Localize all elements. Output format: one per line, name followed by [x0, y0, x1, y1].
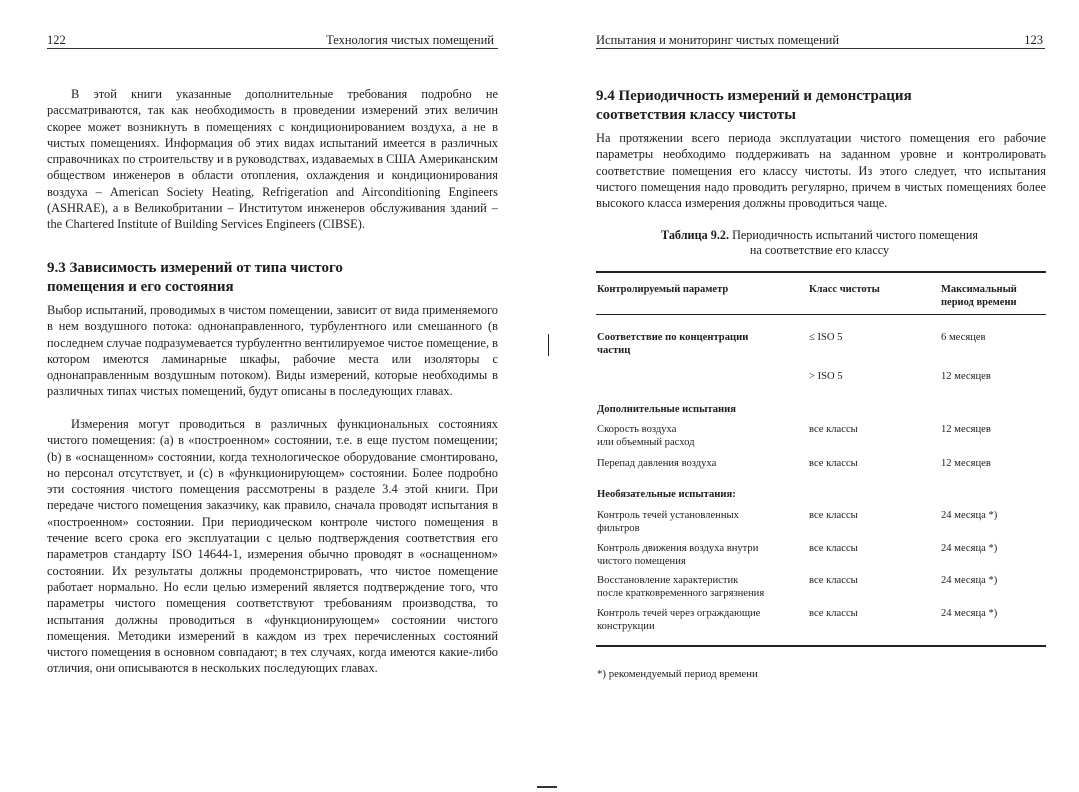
- row-pressure-period: 12 месяцев: [941, 458, 991, 469]
- row-airflow-line1: Контроль движения воздуха внутри: [597, 543, 759, 554]
- table-footnote: *) рекомендуемый период времени: [597, 668, 758, 680]
- row-compliance-label: [597, 332, 748, 357]
- left-page-number: 122: [47, 33, 66, 47]
- row-leaks-class: все классы: [809, 608, 858, 619]
- row-air-speed-class: все классы: [809, 424, 858, 435]
- section-optional-tests: Необязательные испытания:: [597, 489, 736, 500]
- header-class: Класс чистоты: [809, 284, 880, 295]
- table-caption-line1: [596, 228, 1043, 243]
- paragraph-operational-states: Измерения могут проводиться в различных функциональных состояниях чистого помещения: (a) в «построенном» состоянии, т.е. в еще пустом помещении; (b) в «оснащенном» состоянии, когда технологическое оборудование смонтировано, но персонал отсутствует, и (c) в «функционирующем» состоянии. Более подробно эти состояния чистого помещения рассмотрены в разделе 3.4 этой книги. При передаче чистого помещения заказчику, как правило, сначала проводят испытания в «построенном» состоянии. При периодическом контроле чистого помещения в течение всего срока его эксплуатации с целью подтверждения соответствия его параметров стандарту ISO 14644-1, измерения обычно проводят в «оснащенном» состоянии. Их результаты должны продемонстрировать, что чистое помещение работает нормально. Но если целью измерений является подтверждение того, что параметры чистого помещения соответствуют требованиям производства, то испытания должны проводиться в «функционирующем» состоянии чистого помещения. Методики измерений в каждом из трех перечисленных состояний чистого помещения в основном совпадают; в тех случаях, когда имеются какие-либо отличия, они описываются в нескольких последующих главах.: [47, 417, 498, 676]
- section-heading-9-3-line2: помещения и его состояния: [47, 279, 234, 295]
- row-airflow-class: все классы: [809, 543, 858, 554]
- row-pressure-label: Перепад давления воздуха: [597, 458, 717, 469]
- row-compliance-class-2: > ISO 5: [809, 371, 843, 382]
- row-compliance-period-1: 6 месяцев: [941, 332, 986, 343]
- section-heading-9-4-line1: 9.4 Периодичность измерений и демонстрация: [596, 88, 912, 104]
- row-recovery-class: все классы: [809, 575, 858, 586]
- row-recovery-line2: после кратковременного загрязнения: [597, 587, 765, 599]
- gutter-mark: [548, 334, 549, 356]
- table-header-rule: [596, 314, 1046, 315]
- row-air-speed-line1: Скорость воздуха: [597, 424, 677, 435]
- table-caption: [596, 228, 1043, 258]
- row-airflow-period: 24 месяца *): [941, 543, 998, 554]
- section-heading-9-3-line1: 9.3 Зависимость измерений от типа чистого: [47, 260, 343, 276]
- row-filters-label: [597, 510, 739, 535]
- row-recovery-line1: Восстановление характеристик: [597, 575, 739, 586]
- row-air-speed-label: [597, 424, 695, 449]
- section-heading-9-4-line2: соответствия классу чистоты: [596, 107, 797, 123]
- row-leaks-line2: конструкции: [597, 620, 655, 632]
- row-air-speed-period: 12 месяцев: [941, 424, 991, 435]
- table-top-rule: [596, 271, 1046, 273]
- row-air-speed-line2: или объемный расход: [597, 436, 695, 448]
- right-page-number: 123: [1024, 33, 1043, 47]
- row-compliance-period-2: 12 месяцев: [941, 371, 991, 382]
- section-heading-9-3: [47, 259, 498, 297]
- left-header-rule: [47, 48, 498, 49]
- intro-paragraph: В этой книги указанные дополнительные требования подробно не рассматриваются, так как необходимость в проведении измерений этих величин скорее может возникнуть в помещениях с кондиционированием воздуха, а не в чистых помещениях. Информация об этих видах испытаний имеется в различных справочниках по строительству и в руководствах, издаваемых в США Американским обществом инженеров в области отопления, охлаждения и кондиционирования воздуха – American Society Heating, Refrigeration and Airconditioning Engineers (ASHRAE), а в Великобритании – Институтом инженеров обслуживания зданий – the Chartered Institute of Building Services Engineers (CIBSE).: [47, 87, 498, 232]
- right-header-rule: [596, 48, 1045, 49]
- section-heading-9-4: [596, 87, 1046, 125]
- bottom-mark: [537, 786, 557, 788]
- header-param: Контролируемый параметр: [597, 284, 729, 295]
- table-caption-line2: на соответствие его классу: [749, 243, 890, 257]
- row-leaks-period: 24 месяца *): [941, 608, 998, 619]
- row-airflow-label: [597, 543, 758, 568]
- right-running-head: Испытания и мониторинг чистых помещений: [596, 33, 840, 47]
- table-caption-label: Таблица 9.2.: [661, 228, 730, 242]
- section-extra-tests: Дополнительные испытания: [597, 404, 736, 415]
- row-recovery-label: [597, 575, 764, 600]
- row-filters-line2: фильтров: [597, 522, 640, 534]
- paragraph-test-selection: Выбор испытаний, проводимых в чистом помещении, зависит от вида применяемого в нем воздушного потока: однонаправленного, турбулентного или смешанного (в последнем случае подразумевается турбулентно вентилируемое чистое помещение, в котором имеются ламинарные шкафы, рабочие места или изоляторы с однонаправленным воздушным потоком). Виды измерений, которые необходимы в различных типах чистых помещений, будут описаны в последующих главах.: [47, 303, 498, 399]
- row-compliance-label-line1: Соответствие по концентрации: [597, 332, 749, 343]
- header-period-line1: Максимальный: [941, 284, 1017, 295]
- table-caption-text: Периодичность испытаний чистого помещения: [732, 228, 978, 242]
- row-airflow-line2: чистого помещения: [597, 555, 686, 567]
- header-period-line2: период времени: [941, 297, 1017, 308]
- row-leaks-label: [597, 608, 760, 633]
- row-compliance-class-1: ≤ ISO 5: [809, 332, 843, 343]
- row-filters-line1: Контроль течей установленных: [597, 510, 739, 521]
- row-filters-class: все классы: [809, 510, 858, 521]
- header-period: [941, 283, 1017, 309]
- row-recovery-period: 24 месяца *): [941, 575, 998, 586]
- row-pressure-class: все классы: [809, 458, 858, 469]
- paragraph-periodicity: На протяжении всего периода эксплуатации чистого помещения его рабочие параметры необходимо поддерживать на заданном уровне и контролировать соответствие помещения его классу чистоты. Из этого следует, что испытания чистого помещения надо проводить регулярно, причем в чистых помещениях более высокого класса измерения должны проводиться чаще.: [596, 131, 1046, 211]
- table-bottom-rule: [596, 645, 1046, 647]
- left-running-head: Технология чистых помещений: [326, 33, 494, 47]
- row-filters-period: 24 месяца *): [941, 510, 998, 521]
- row-compliance-label-line2: частиц: [597, 344, 631, 356]
- row-leaks-line1: Контроль течей через ограждающие: [597, 608, 761, 619]
